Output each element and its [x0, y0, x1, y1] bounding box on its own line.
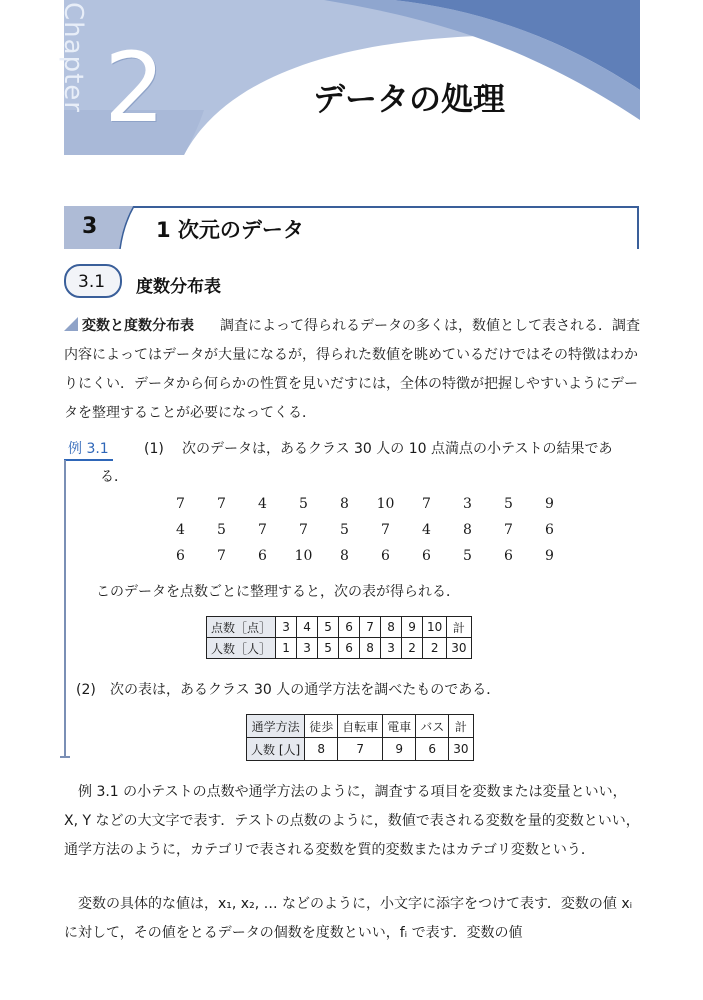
table-cell: 6: [339, 638, 360, 659]
data-cell: 6: [545, 522, 554, 538]
example-side-bar: [64, 460, 66, 758]
data-cell: 4: [176, 522, 185, 538]
example-side-bar-end: [60, 756, 70, 758]
table-cell: 6: [416, 738, 449, 761]
data-cell: 7: [258, 522, 267, 538]
data-row-2: [160, 522, 570, 548]
intro-text: 調査によって得られるデータの多くは，数値として表される．調査内容によってはデータが大量になるが，得られた数値を眺めているだけではその特徴はわかりにくい．データから何らかの性質を見いだすには，全体の特徴が把握しやすいようにデータを整理することが必要になってくる．: [64, 318, 640, 421]
table-cell: 5: [318, 638, 339, 659]
part1-marker: (1): [144, 441, 164, 457]
data-cell: 7: [217, 496, 226, 512]
data-row-3: [160, 548, 570, 574]
section-header-frame: [64, 206, 640, 249]
data-cell: 7: [422, 496, 431, 512]
commute-method-table: [246, 714, 474, 761]
subsection-badge: [64, 264, 122, 298]
data-cell: 7: [504, 522, 513, 538]
data-cell: 7: [176, 496, 185, 512]
intro-lead: 変数と度数分布表: [64, 312, 194, 341]
data-cell: 9: [545, 548, 554, 564]
body-paragraph-1: 例 3.1 の小テストの点数や通学方法のように，調査する項目を変数または変量といい，X, Y などの大文字で表す．テストの点数のように，数値で表される変数を量的変数といい，通学方法のように，カテゴリで表される変数を質的変数またはカテゴリ変数という．: [64, 784, 640, 858]
body-paragraph-2: 変数の具体的な値は，x₁, x₂, … などのように，小文字に添字をつけて表す．変数の値 xᵢ に対して，その値をとるデータの個数を度数といい，fᵢ で表す．変数の値: [64, 896, 633, 941]
data-cell: 6: [258, 548, 267, 564]
table-cell: 2: [423, 638, 447, 659]
table-cell: 点数［点］: [207, 617, 276, 638]
table-cell: 電車: [383, 715, 416, 738]
table-cell: 6: [339, 617, 360, 638]
table-cell: 徒歩: [305, 715, 338, 738]
table-cell: 人数［人］: [207, 638, 276, 659]
table-cell: 9: [383, 738, 416, 761]
data-cell: 7: [299, 522, 308, 538]
intro-paragraph: [64, 312, 640, 428]
score-data-grid: [160, 496, 570, 574]
part2-marker: (2): [76, 682, 96, 698]
table-cell: 自転車: [338, 715, 383, 738]
table-cell: 7: [338, 738, 383, 761]
table-row: [247, 715, 474, 738]
data-row-1: [160, 496, 570, 522]
table-cell: 4: [297, 617, 318, 638]
subsection-title: 度数分布表: [136, 277, 221, 297]
score-frequency-table: [206, 616, 472, 659]
data-cell: 5: [340, 522, 349, 538]
table-cell: 8: [381, 617, 402, 638]
data-cell: 5: [217, 522, 226, 538]
section-number: 3: [82, 214, 98, 239]
chapter-word: Chapter: [58, 2, 88, 113]
data-cell: 8: [463, 522, 472, 538]
chapter-number: 2: [104, 32, 166, 144]
subsection-number: 3.1: [78, 272, 106, 292]
table-row: [247, 738, 474, 761]
data-cell: 8: [340, 548, 349, 564]
table-cell: 30: [447, 638, 471, 659]
table-cell: 計: [449, 715, 473, 738]
table-cell: 通学方法: [247, 715, 305, 738]
table-intro: このデータを点数ごとに整理すると，次の表が得られる．: [96, 584, 460, 600]
table-cell: バス: [416, 715, 449, 738]
data-cell: 10: [376, 496, 395, 512]
data-cell: 6: [504, 548, 513, 564]
table-cell: 3: [381, 638, 402, 659]
table-cell: 7: [360, 617, 381, 638]
data-cell: 4: [422, 522, 431, 538]
data-cell: 7: [381, 522, 390, 538]
data-cell: 6: [176, 548, 185, 564]
table-cell: 10: [423, 617, 447, 638]
part1-text: 次のデータは，あるクラス 30 人の 10 点満点の小テストの結果である．: [100, 441, 613, 485]
table-cell: 8: [360, 638, 381, 659]
data-cell: 7: [217, 548, 226, 564]
data-cell: 4: [258, 496, 267, 512]
table-cell: 5: [318, 617, 339, 638]
section-header: [64, 206, 640, 249]
data-cell: 5: [299, 496, 308, 512]
data-cell: 6: [422, 548, 431, 564]
table-cell: 1: [276, 638, 297, 659]
data-cell: 6: [381, 548, 390, 564]
table-cell: 30: [449, 738, 473, 761]
data-cell: 9: [545, 496, 554, 512]
table-cell: 3: [276, 617, 297, 638]
table-row: [207, 638, 472, 659]
table-cell: 8: [305, 738, 338, 761]
table-cell: 3: [297, 638, 318, 659]
data-cell: 3: [463, 496, 472, 512]
table-cell: 人数 [人]: [247, 738, 305, 761]
part2-text: 次の表は，あるクラス 30 人の通学方法を調べたものである．: [110, 682, 501, 698]
chapter-title: データの処理: [313, 80, 506, 118]
example-label: 例 3.1: [64, 438, 113, 461]
data-cell: 10: [294, 548, 313, 564]
table-cell: 9: [402, 617, 423, 638]
data-cell: 5: [504, 496, 513, 512]
table-cell: 2: [402, 638, 423, 659]
table-row: [207, 617, 472, 638]
section-title: 1 次元のデータ: [156, 218, 304, 242]
data-cell: 5: [463, 548, 472, 564]
table-cell: 計: [447, 617, 471, 638]
data-cell: 8: [340, 496, 349, 512]
